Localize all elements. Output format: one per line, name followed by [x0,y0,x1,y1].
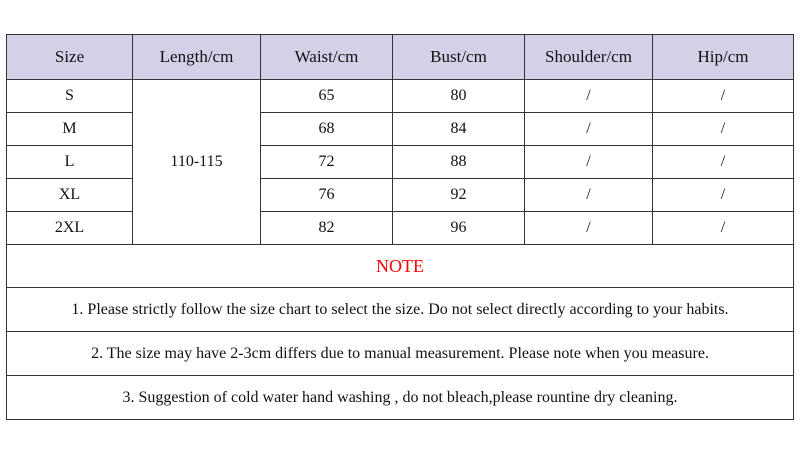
bust-cell: 92 [393,179,525,212]
header-bust: Bust/cm [393,35,525,80]
bust-cell: 96 [393,212,525,245]
table-row [7,146,794,179]
waist-cell: 76 [261,179,393,212]
size-cell: L [7,146,133,179]
waist-cell: 68 [261,113,393,146]
waist-cell: 65 [261,80,393,113]
waist-cell: 82 [261,212,393,245]
shoulder-cell: / [525,179,653,212]
shoulder-cell: / [525,212,653,245]
note-row [7,332,794,376]
bust-cell: 88 [393,146,525,179]
note-row [7,376,794,420]
header-row [7,35,794,80]
hip-cell: / [653,212,794,245]
header-shoulder: Shoulder/cm [525,35,653,80]
hip-cell: / [653,80,794,113]
size-cell: S [7,80,133,113]
hip-cell: / [653,179,794,212]
shoulder-cell: / [525,113,653,146]
header-hip: Hip/cm [653,35,794,80]
table-row [7,212,794,245]
table-row [7,179,794,212]
note-line-2: 2. The size may have 2-3cm differs due to manual measurement. Please note when you measure. [7,332,794,376]
bust-cell: 84 [393,113,525,146]
hip-cell: / [653,113,794,146]
shoulder-cell: / [525,146,653,179]
header-size: Size [7,35,133,80]
note-title: NOTE [7,245,794,288]
shoulder-cell: / [525,80,653,113]
bust-cell: 80 [393,80,525,113]
note-line-3: 3. Suggestion of cold water hand washing , do not bleach,please rountine dry cleaning. [7,376,794,420]
note-title-row [7,245,794,288]
header-waist: Waist/cm [261,35,393,80]
table-row [7,80,794,113]
table-row [7,113,794,146]
size-cell: 2XL [7,212,133,245]
note-row [7,288,794,332]
header-length: Length/cm [133,35,261,80]
size-cell: XL [7,179,133,212]
hip-cell: / [653,146,794,179]
waist-cell: 72 [261,146,393,179]
size-chart-table [6,34,794,420]
length-cell: 110-115 [133,80,261,245]
size-cell: M [7,113,133,146]
note-line-1: 1. Please strictly follow the size chart to select the size. Do not select directly according to your habits. [7,288,794,332]
